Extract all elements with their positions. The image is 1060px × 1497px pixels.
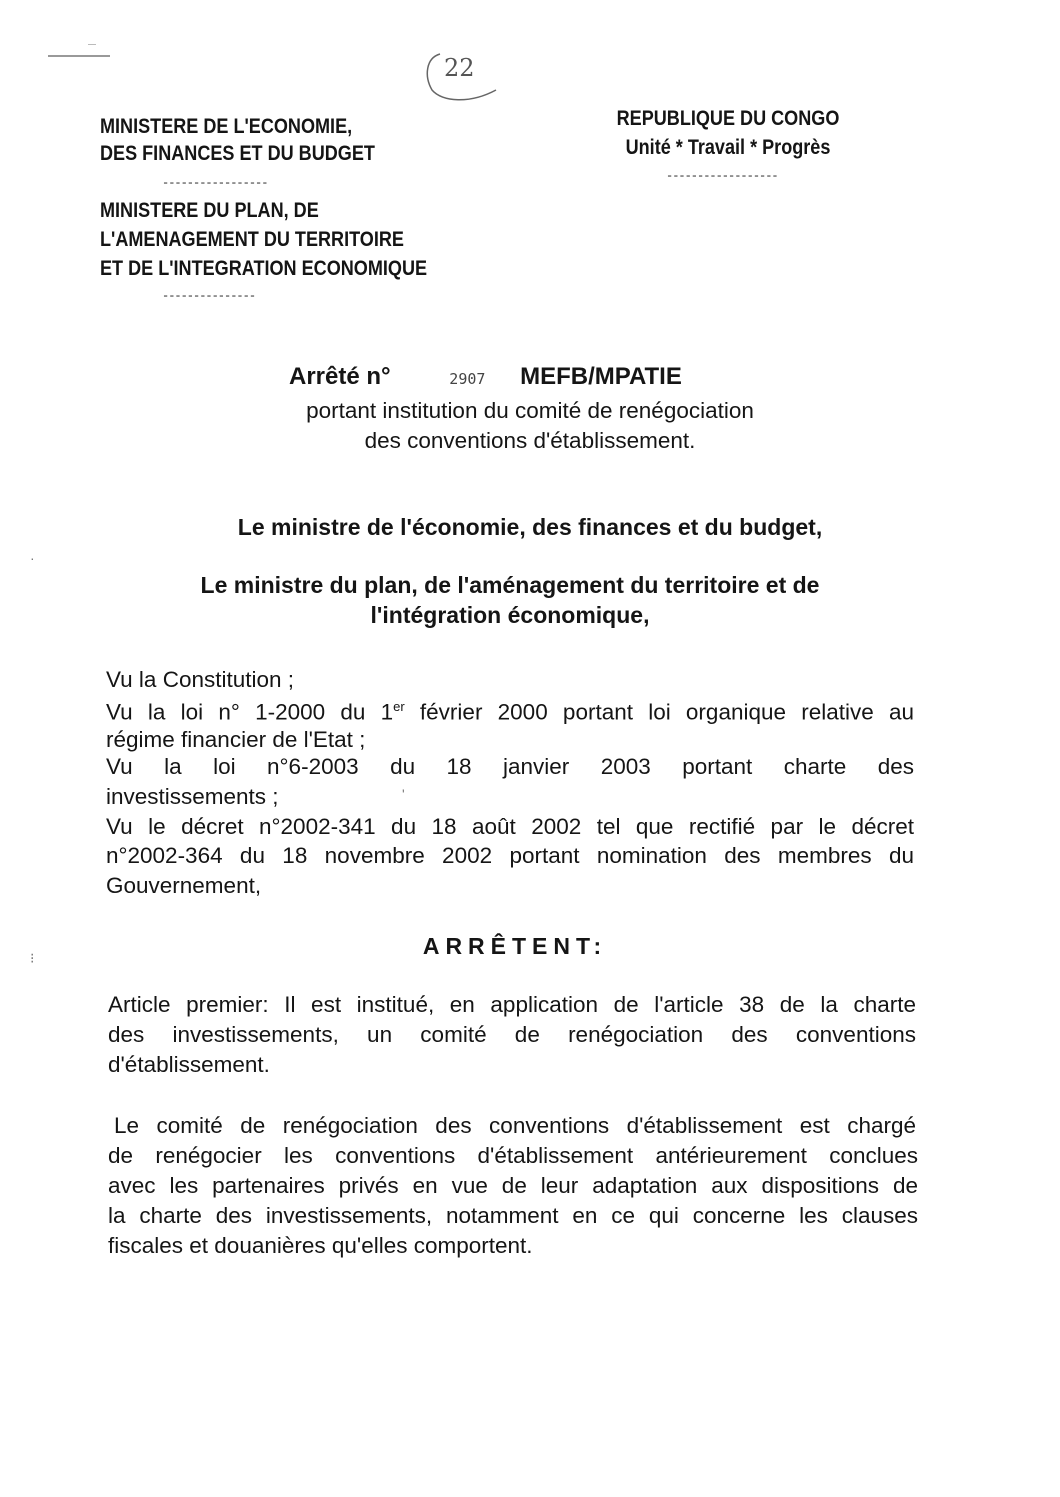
consideration-law-2003-line2: investissements ; bbox=[106, 784, 279, 809]
country-motto: Unité * Travail * Progrès bbox=[625, 136, 831, 159]
decree-title bbox=[289, 363, 682, 391]
consideration-law-2000-line2: régime financier de l'Etat ; bbox=[106, 727, 366, 752]
consideration-constitution: Vu la Constitution ; bbox=[106, 667, 295, 692]
article-premier-line3: d'établissement. bbox=[108, 1052, 270, 1077]
decree-code: MEFB/MPATIE bbox=[520, 363, 682, 390]
consideration-law-2003-line1: Vu la loi n°6-2003 du 18 janvier 2003 portant charte des bbox=[106, 754, 914, 779]
paragraph2-line3: avec les partenaires privés en vue de leur adaptation aux dispositions de bbox=[108, 1173, 918, 1198]
article-premier-line1: Article premier: Il est institué, en application de l'article 38 de la charte bbox=[108, 992, 916, 1017]
consideration-decree-line2: n°2002-364 du 18 novembre 2002 portant nomination des membres du bbox=[106, 843, 914, 868]
decree-label: Arrêté n° bbox=[289, 363, 391, 390]
paragraph2-line2: de renégocier les conventions d'établissement antérieurement conclues bbox=[108, 1143, 918, 1168]
ministry-plan-line3: ET DE L'INTEGRATION ECONOMIQUE bbox=[100, 257, 428, 280]
scan-speck-left-2: ⁝ bbox=[30, 950, 35, 966]
consideration-law-2000-part1: Vu la loi n° 1-2000 du 1 bbox=[106, 699, 394, 725]
header-left-separator-1: ----------------- bbox=[162, 176, 268, 190]
scan-mark-top-left-tick bbox=[88, 44, 96, 45]
scan-speck-left-1: · bbox=[30, 550, 35, 566]
ministry-economy-line2: DES FINANCES ET DU BUDGET bbox=[100, 142, 375, 165]
decree-number: 2907 bbox=[449, 370, 486, 388]
consideration-decree-line1: Vu le décret n°2002-341 du 18 août 2002 tel que rectifié par le décret bbox=[106, 814, 914, 839]
header-left-separator-2: --------------- bbox=[162, 289, 256, 303]
paragraph2-line1: Le comité de renégociation des conventions d'établissement est chargé bbox=[114, 1113, 916, 1138]
decree-subtitle-line1: portant institution du comité de renégociation bbox=[306, 398, 754, 423]
decree-subtitle-line2: des conventions d'établissement. bbox=[364, 428, 696, 453]
minister-plan-line1: Le ministre du plan, de l'aménagement du territoire et de bbox=[200, 572, 820, 598]
country-name: REPUBLIQUE DU CONGO bbox=[616, 107, 840, 130]
consideration-law-2000-part2: février 2000 portant loi organique relative au bbox=[404, 699, 915, 725]
consideration-law-2000 bbox=[106, 692, 914, 728]
header-right-separator: ------------------ bbox=[666, 169, 778, 183]
consideration-law-2000-superscript: er bbox=[393, 699, 405, 714]
ministry-plan-line1: MINISTERE DU PLAN, DE bbox=[100, 199, 319, 222]
paragraph2-line4: la charte des investissements, notamment en ce qui concerne les clauses bbox=[108, 1203, 918, 1228]
minister-economy: Le ministre de l'économie, des finances et du budget, bbox=[237, 514, 823, 540]
handwritten-page-number bbox=[418, 46, 508, 108]
article-premier-line2: des investissements, un comité de renégociation des conventions bbox=[108, 1022, 916, 1047]
minister-plan-line2: l'intégration économique, bbox=[370, 602, 650, 628]
ministry-economy-line1: MINISTERE DE L'ECONOMIE, bbox=[100, 115, 353, 138]
paragraph2-line5: fiscales et douanières qu'elles comportent. bbox=[108, 1233, 533, 1258]
scan-mark-top-left bbox=[48, 55, 110, 57]
consideration-decree-line3: Gouvernement, bbox=[106, 873, 262, 898]
decision-heading: ARRÊTENT: bbox=[422, 933, 608, 959]
page-number: 22 bbox=[444, 54, 475, 82]
ministry-plan-line2: L'AMENAGEMENT DU TERRITOIRE bbox=[100, 228, 404, 251]
scan-speck-mid: ' bbox=[402, 786, 405, 802]
